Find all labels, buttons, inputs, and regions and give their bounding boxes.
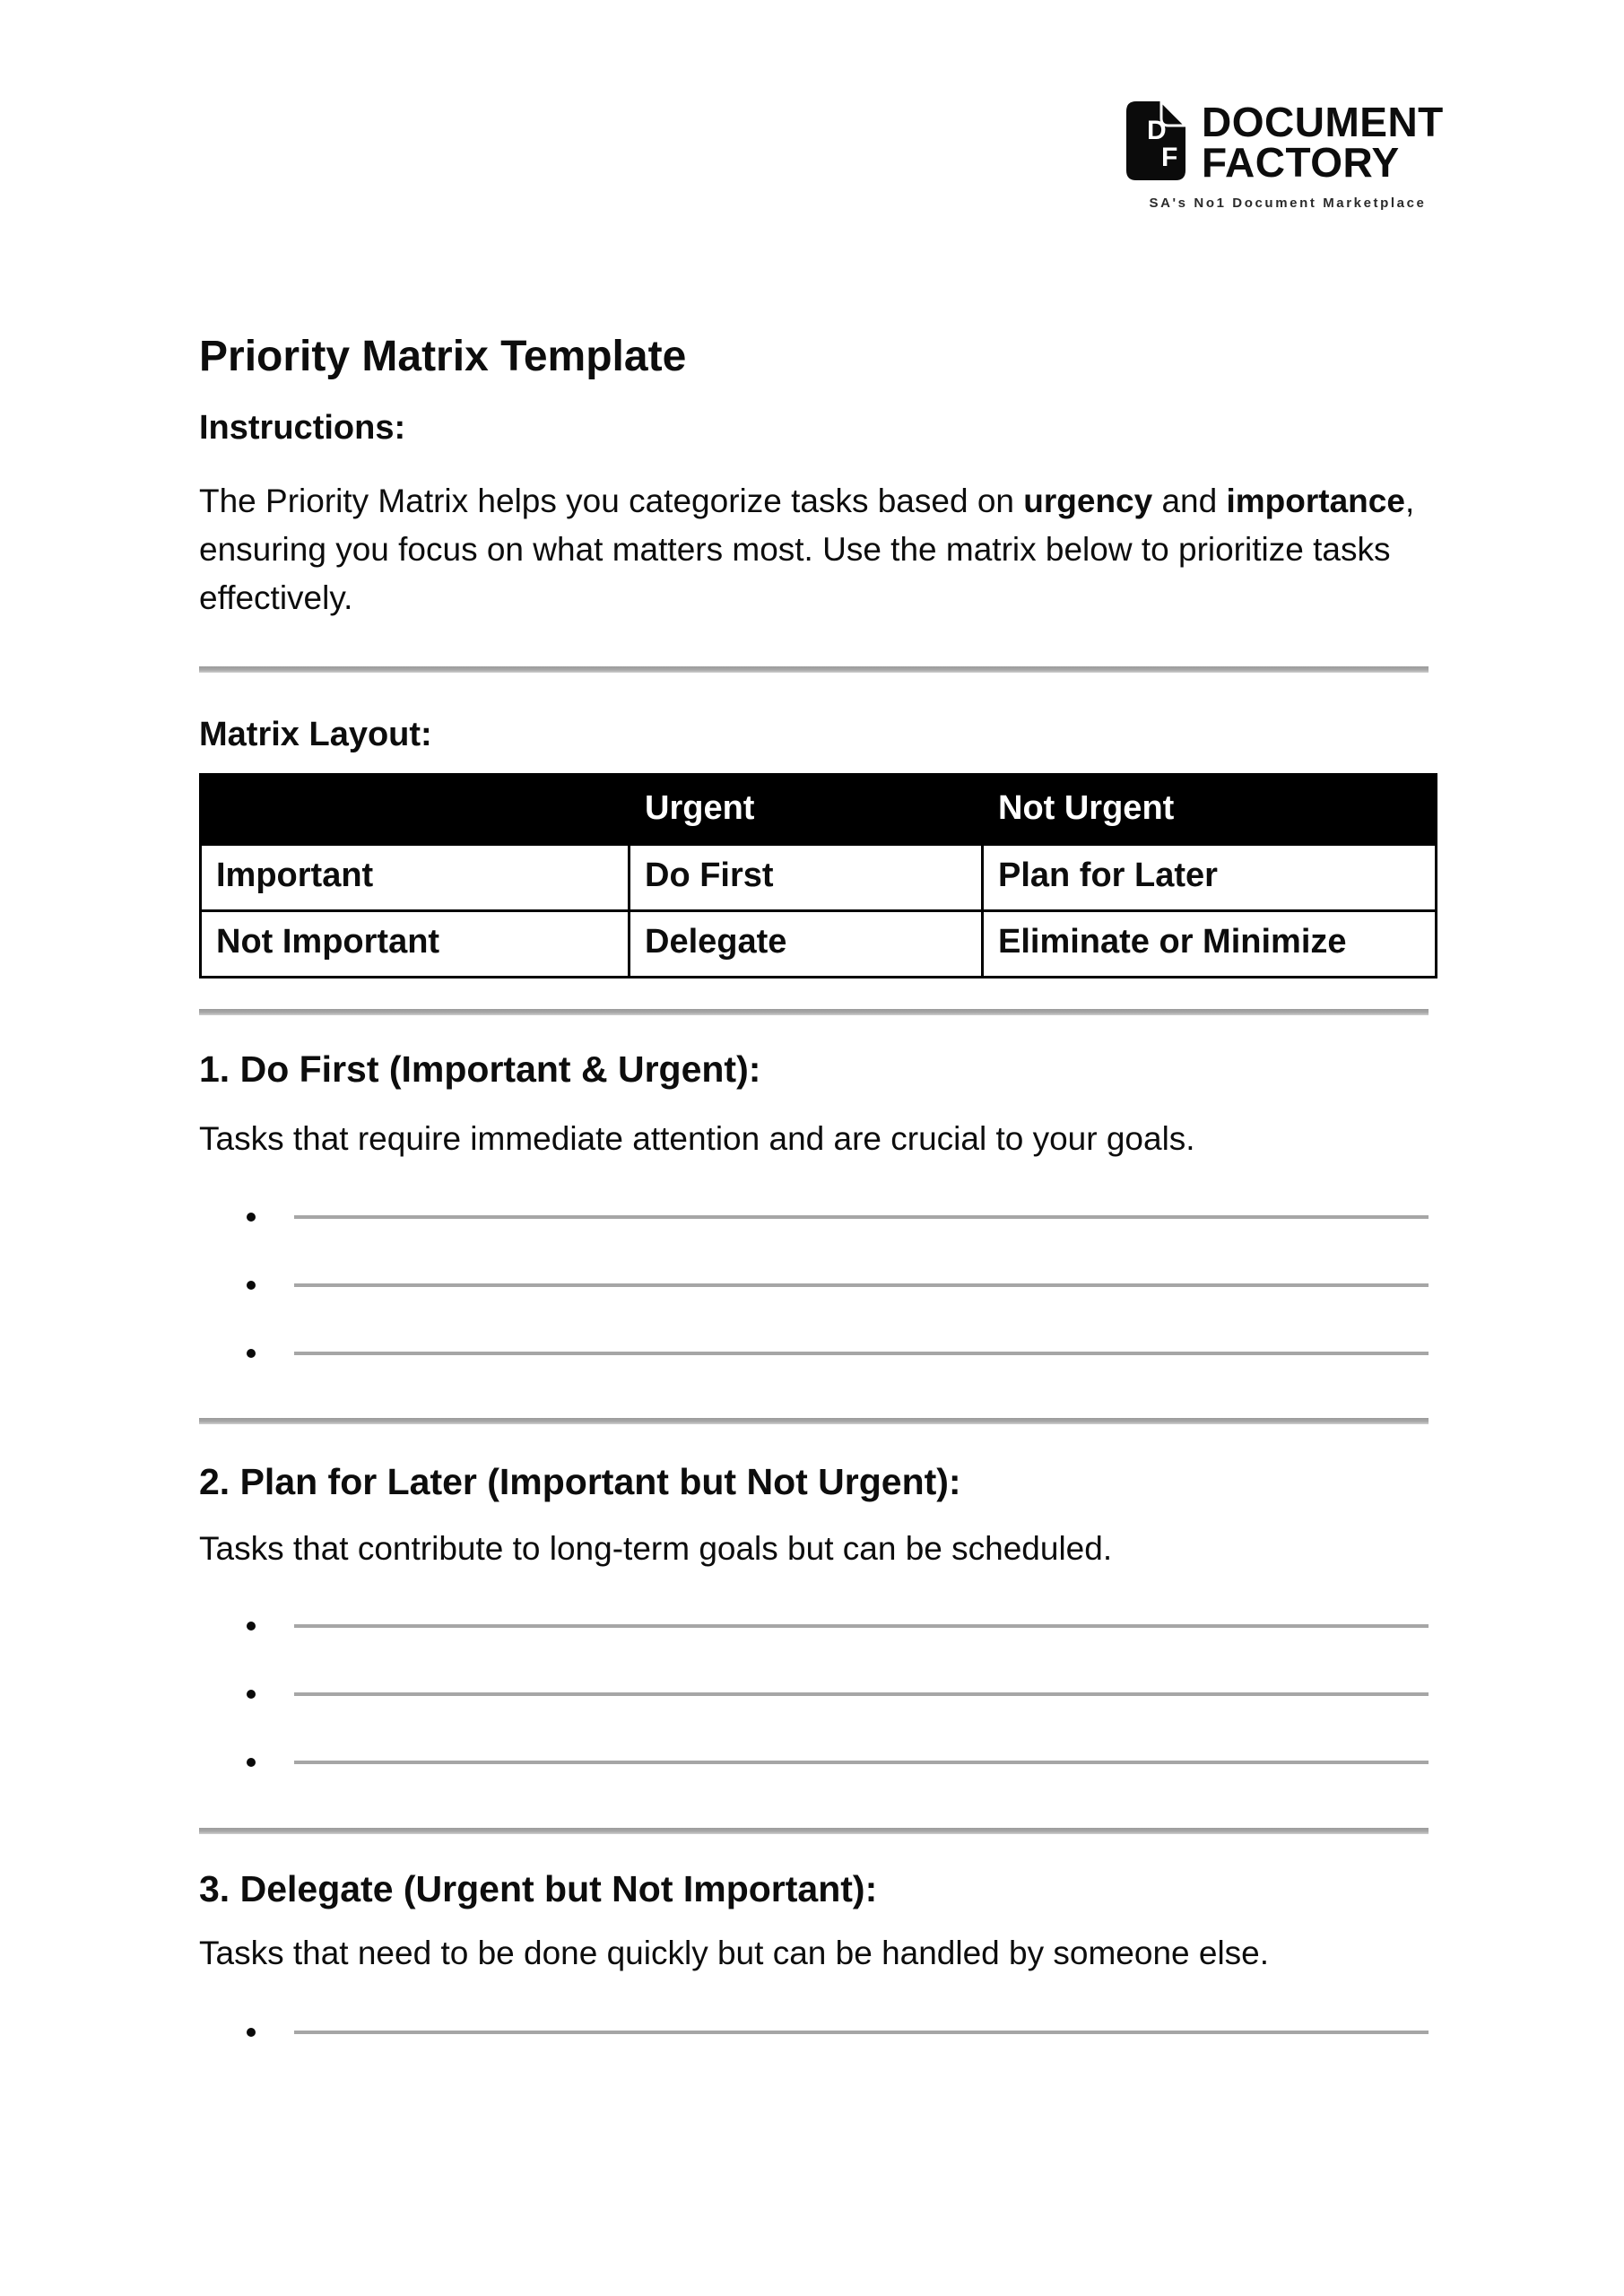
- blank-list-item: [199, 1276, 1429, 1344]
- brand-tagline: SA's No1 Document Marketplace: [1149, 196, 1427, 211]
- intro-bold-importance: importance: [1226, 483, 1405, 519]
- brand-name-line2: FACTORY: [1202, 139, 1400, 186]
- bullet-dot-icon: [247, 1622, 256, 1631]
- bullet-dot-icon: [247, 2028, 256, 2037]
- section-divider: [199, 666, 1429, 673]
- fill-in-line[interactable]: [294, 1692, 1429, 1696]
- matrix-layout-label: Matrix Layout:: [199, 716, 432, 753]
- brand-name-line1: DOCUMENT: [1202, 99, 1444, 145]
- blank-list-item: [199, 2023, 1429, 2092]
- brand-name: [1202, 99, 1444, 186]
- bullet-dot-icon: [247, 1349, 256, 1358]
- logo-letter-f: F: [1161, 143, 1178, 172]
- fill-in-line[interactable]: [294, 1761, 1429, 1764]
- section-divider: [199, 1009, 1429, 1015]
- section-1-heading: 1. Do First (Important & Urgent):: [199, 1048, 761, 1090]
- bullet-dot-icon: [247, 1758, 256, 1767]
- matrix-cell-important: Important: [201, 845, 630, 911]
- blank-list-item: [199, 1208, 1429, 1276]
- section-delegate: [199, 1867, 1429, 2092]
- section-3-blank-list: [199, 2023, 1429, 2092]
- matrix-cell-do-first: Do First: [630, 845, 983, 911]
- section-2-blank-list: [199, 1617, 1429, 1822]
- fill-in-line[interactable]: [294, 1352, 1429, 1355]
- matrix-header-empty-cell: [201, 775, 630, 845]
- section-2-description: Tasks that contribute to long-term goals but can be scheduled.: [199, 1530, 1113, 1567]
- fill-in-line[interactable]: [294, 1215, 1429, 1219]
- matrix-cell-not-important: Not Important: [201, 911, 630, 978]
- priority-matrix-table: [199, 773, 1437, 978]
- matrix-header-not-urgent: Not Urgent: [983, 775, 1437, 845]
- matrix-row-important: [201, 845, 1437, 911]
- section-3-description: Tasks that need to be done quickly but can be handled by someone else.: [199, 1935, 1270, 1971]
- matrix-header-urgent: Urgent: [630, 775, 983, 845]
- section-divider: [199, 1418, 1429, 1424]
- section-2-heading: 2. Plan for Later (Important but Not Urgent):: [199, 1461, 961, 1502]
- intro-text-pre: The Priority Matrix helps you categorize tasks based on: [199, 483, 1024, 519]
- matrix-cell-plan-for-later: Plan for Later: [983, 845, 1437, 911]
- brand-logo: [1125, 100, 1450, 211]
- bullet-dot-icon: [247, 1281, 256, 1290]
- blank-list-item: [199, 1344, 1429, 1413]
- matrix-row-not-important: [201, 911, 1437, 978]
- bullet-dot-icon: [247, 1213, 256, 1222]
- matrix-cell-eliminate: Eliminate or Minimize: [983, 911, 1437, 978]
- matrix-cell-delegate: Delegate: [630, 911, 983, 978]
- intro-bold-urgency: urgency: [1023, 483, 1153, 519]
- matrix-header-row: [201, 775, 1437, 845]
- section-1-blank-list: [199, 1208, 1429, 1413]
- bullet-dot-icon: [247, 1690, 256, 1699]
- instructions-paragraph: [199, 477, 1429, 622]
- intro-text-tail: , ensuring you focus on what matters most. Use the matrix below to prioritize tasks effectively.: [199, 483, 1415, 616]
- fill-in-line[interactable]: [294, 1283, 1429, 1287]
- section-1-description: Tasks that require immediate attention and are crucial to your goals.: [199, 1120, 1195, 1157]
- intro-text-mid: and: [1152, 483, 1227, 519]
- blank-list-item: [199, 1753, 1429, 1822]
- logo-letter-d: D: [1147, 116, 1167, 145]
- section-divider: [199, 1828, 1429, 1834]
- page-title: Priority Matrix Template: [199, 333, 687, 380]
- instructions-label: Instructions:: [199, 409, 406, 447]
- section-plan-for-later: [199, 1460, 1429, 1822]
- fill-in-line[interactable]: [294, 1624, 1429, 1628]
- blank-list-item: [199, 1685, 1429, 1753]
- document-file-icon: [1125, 100, 1186, 181]
- blank-list-item: [199, 1617, 1429, 1685]
- section-3-heading: 3. Delegate (Urgent but Not Important):: [199, 1868, 878, 1909]
- section-do-first: [199, 1048, 1429, 1413]
- fill-in-line[interactable]: [294, 2031, 1429, 2034]
